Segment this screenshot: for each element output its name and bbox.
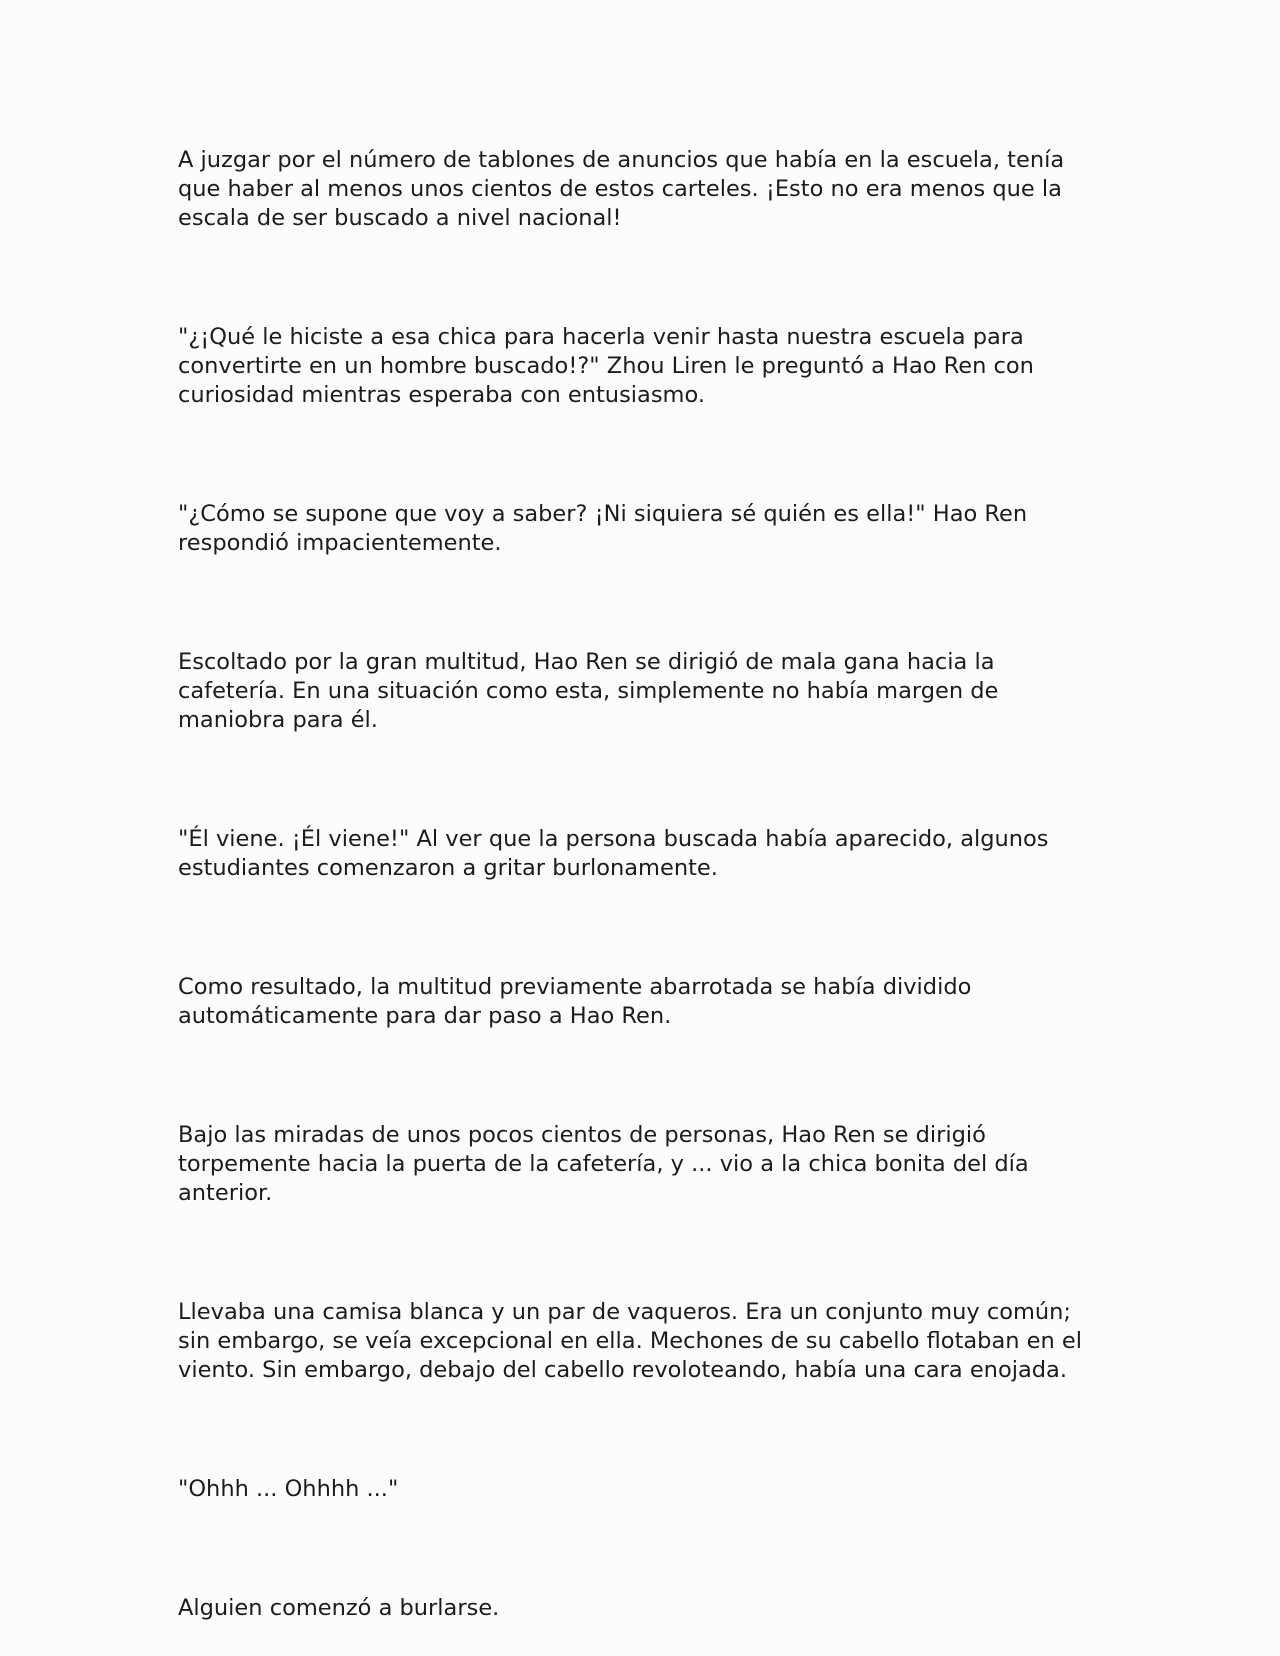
paragraph: Como resultado, la multitud previamente abarrotada se había dividido automáticamente para dar paso a Hao Ren. bbox=[178, 974, 972, 1029]
paragraph: Bajo las miradas de unos pocos cientos de personas, Hao Ren se dirigió torpemente hacia la puerta de la cafetería, y ... vio a la chica bonita del día anterior. bbox=[178, 1122, 1029, 1206]
paragraph: A juzgar por el número de tablones de anuncios que había en la escuela, tenía que haber al menos unos cientos de estos carteles. ¡Esto no era menos que la escala de ser buscado a nivel nacional! bbox=[178, 147, 1065, 231]
document-page bbox=[178, 146, 1098, 1623]
paragraph: "Él viene. ¡Él viene!" Al ver que la persona buscada había aparecido, algunos estudiantes comenzaron a gritar burlonamente. bbox=[178, 826, 1049, 881]
paragraph: "¿¡Qué le hiciste a esa chica para hacerla venir hasta nuestra escuela para convertirte en un hombre buscado!?" Zhou Liren le preguntó a Hao Ren con curiosidad mientras esperaba con entusiasmo. bbox=[178, 324, 1034, 408]
paragraph: Alguien comenzó a burlarse. bbox=[178, 1595, 500, 1621]
paragraph: Llevaba una camisa blanca y un par de vaqueros. Era un conjunto muy común; sin embargo, se veía excepcional en ella. Mechones de su cabello flotaban en el viento. Sin embargo, debajo del cabello revoloteando, había una cara enojada. bbox=[178, 1299, 1083, 1383]
paragraph: "¿Cómo se supone que voy a saber? ¡Ni siquiera sé quién es ella!" Hao Ren respondió impacientemente. bbox=[178, 501, 1028, 556]
paragraph: "Ohhh ... Ohhhh ..." bbox=[178, 1476, 399, 1502]
paragraph: Escoltado por la gran multitud, Hao Ren se dirigió de mala gana hacia la cafetería. En una situación como esta, simplemente no había margen de maniobra para él. bbox=[178, 649, 999, 733]
